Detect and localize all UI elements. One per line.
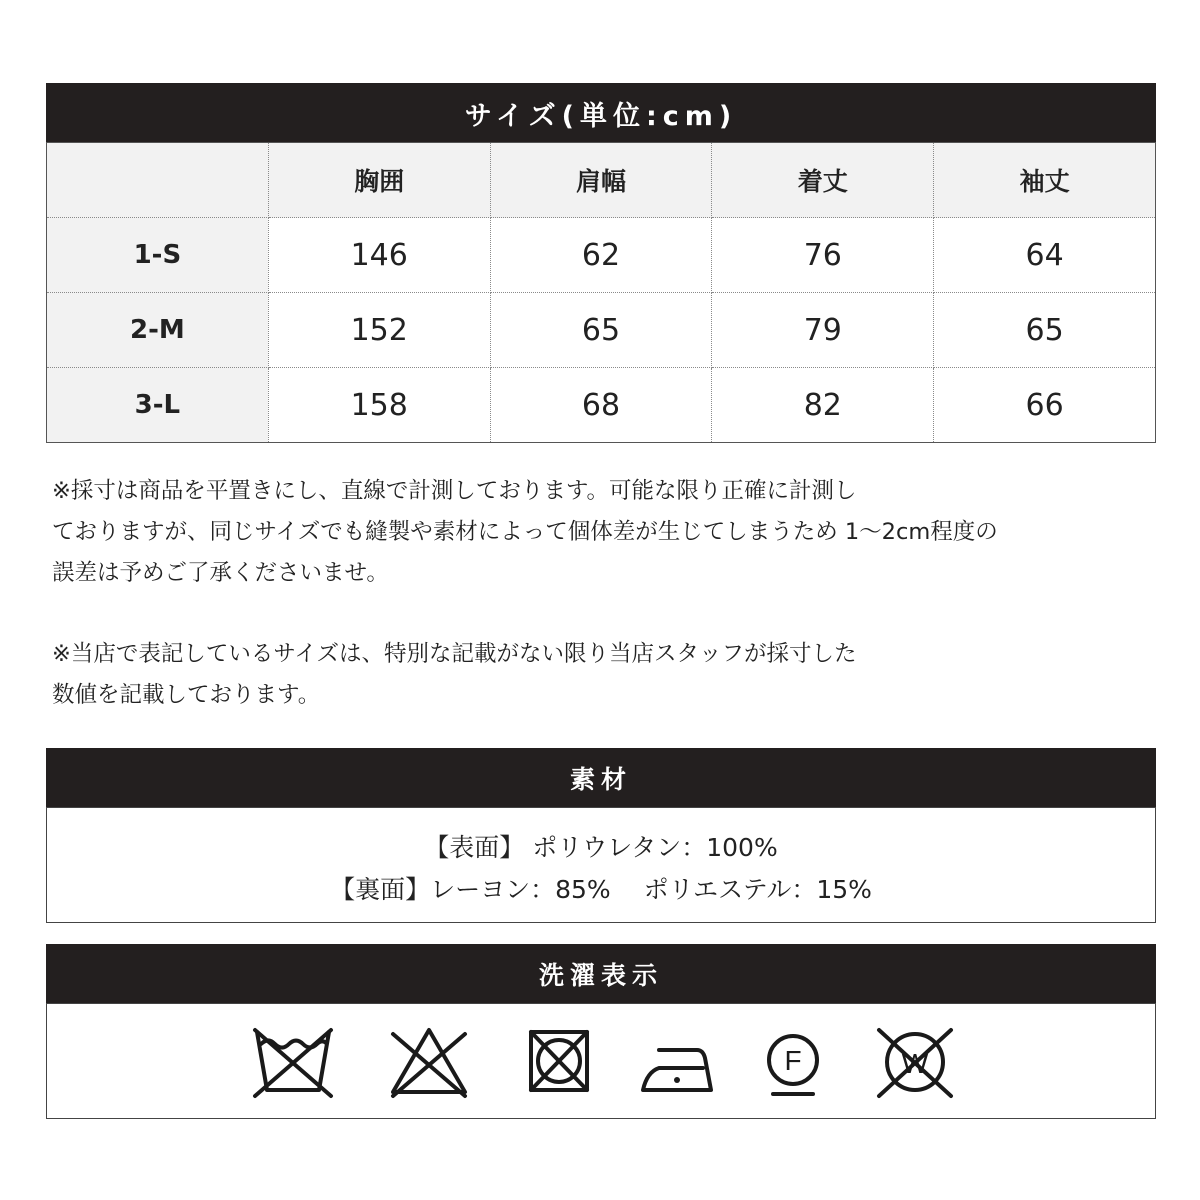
material-inner: 【裏面】レーヨン：85% ポリエステル：15% xyxy=(330,875,872,904)
no-wash-icon xyxy=(251,1024,335,1100)
column-header-length: 着丈 xyxy=(712,143,934,218)
washing-title: 洗濯表示 xyxy=(46,944,1156,1004)
table-row xyxy=(47,218,1156,293)
table-cell: 65 xyxy=(490,293,712,368)
size-table-title: サイズ(単位:cm) xyxy=(46,83,1156,143)
column-header-empty xyxy=(47,143,269,218)
table-cell: 158 xyxy=(268,368,490,443)
no-bleach-icon xyxy=(387,1024,471,1100)
table-cell: 68 xyxy=(490,368,712,443)
table-cell: 76 xyxy=(712,218,934,293)
table-cell: 62 xyxy=(490,218,712,293)
note-line: ※採寸は商品を平置きにし、直線で計測しております。可能な限り正確に計測し xyxy=(52,478,857,504)
row-header-size: 1-S xyxy=(47,218,269,293)
note-line: 数値を記載しております。 xyxy=(52,682,321,708)
washing-box xyxy=(46,1003,1156,1119)
dry-clean-f-icon xyxy=(751,1024,835,1100)
table-cell: 65 xyxy=(934,293,1156,368)
row-header-size: 2-M xyxy=(47,293,269,368)
table-row xyxy=(47,368,1156,443)
material-box xyxy=(46,807,1156,923)
column-header-shoulder: 肩幅 xyxy=(490,143,712,218)
low-iron-icon xyxy=(637,1024,721,1100)
note-line: ておりますが、同じサイズでも縫製や素材によって個体差が生じてしまうため 1～2cm程度の xyxy=(52,519,998,545)
size-table-header-row xyxy=(47,143,1156,218)
row-header-size: 3-L xyxy=(47,368,269,443)
table-row xyxy=(47,293,1156,368)
size-source-note xyxy=(52,634,1152,716)
material-title: 素材 xyxy=(46,748,1156,808)
no-tumble-dry-icon xyxy=(517,1024,601,1100)
measurement-note xyxy=(52,471,1152,594)
material-outer: 【表面】 ポリウレタン：100% xyxy=(424,833,778,862)
table-cell: 152 xyxy=(268,293,490,368)
table-cell: 82 xyxy=(712,368,934,443)
svg-text:W: W xyxy=(901,1048,929,1079)
table-cell: 66 xyxy=(934,368,1156,443)
column-header-chest: 胸囲 xyxy=(268,143,490,218)
svg-text:F: F xyxy=(784,1045,802,1076)
size-table xyxy=(46,142,1156,443)
note-line: ※当店で表記しているサイズは、特別な記載がない限り当店スタッフが採寸した xyxy=(52,641,857,667)
no-wet-clean-icon xyxy=(873,1024,957,1100)
note-line: 誤差は予めご了承くださいませ。 xyxy=(52,560,389,586)
table-cell: 146 xyxy=(268,218,490,293)
table-cell: 79 xyxy=(712,293,934,368)
column-header-sleeve: 袖丈 xyxy=(934,143,1156,218)
table-cell: 64 xyxy=(934,218,1156,293)
